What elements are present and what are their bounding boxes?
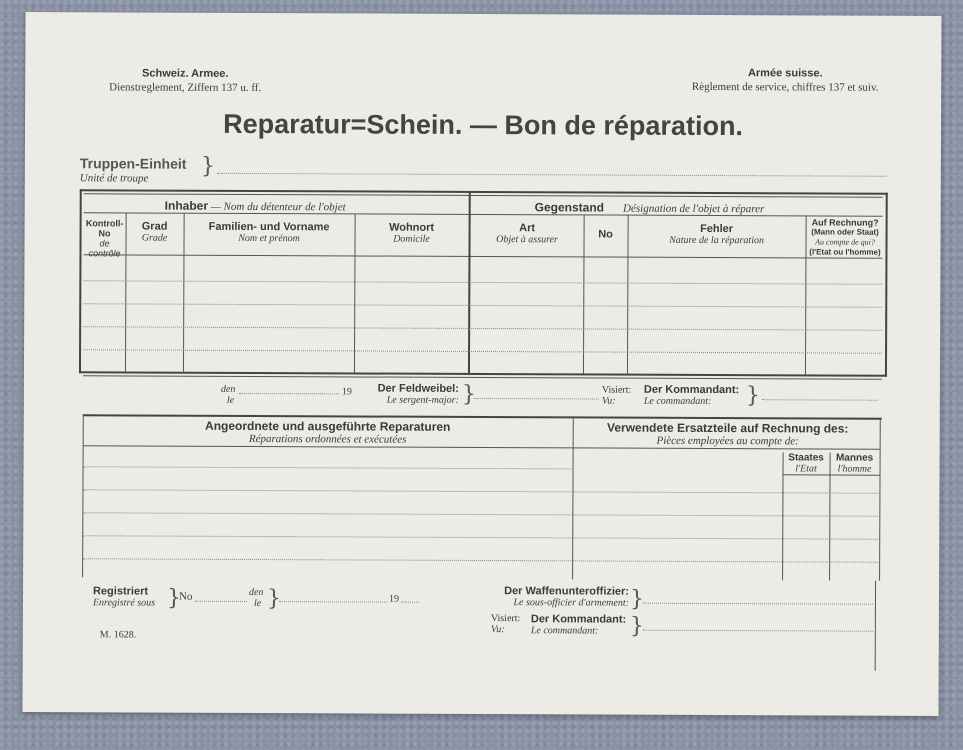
unit-brace: } [200,153,215,179]
footer-le: le [253,598,262,610]
parts-header: Verwendete Ersatzteile auf Rechnung des: Pièces employées au compte de: [606,420,849,448]
footer-kommandant-line[interactable] [643,630,873,632]
form-number: M. 1628. [99,629,137,641]
repair-form-sheet [22,12,941,716]
footer-right-edge [875,581,876,671]
header-right-line1: Armée suisse. [747,67,823,80]
unit-label-fr: Unité de troupe [79,172,149,185]
footer-den: den [248,586,264,599]
footer-no: No [178,590,193,603]
sig1-year: 19 [341,386,352,398]
footer-waffen-line[interactable] [643,603,873,605]
page-title: Reparatur=Schein. — Bon de réparation. [223,108,744,142]
footer-waffen: Der Waffenunteroffizier: Le sous-officier d'armement: [504,585,630,609]
footer-kommandant: Der Kommandant: Le commandant: [530,613,627,637]
col-header-grade: Grad Grade [141,220,168,244]
footer-date-line[interactable] [279,601,387,602]
footer-visiert: Visiert: Vu: [490,613,521,636]
footer-registered: Registriert Enregistré sous [92,585,156,609]
footer-year-line[interactable] [401,602,419,603]
col-header-state: Staates l'Etat [788,452,824,475]
header-left-line1: Schweiz. Armee. [142,67,229,80]
parts-row-line [573,491,878,493]
table2-right-header-line [573,447,880,449]
sig1-feldweibel: Der Feldweibel: Le sergent-major: [377,382,459,406]
parts-row-line [573,560,878,562]
table1-left-border [79,189,82,373]
object-group-header: Gegenstand Désignation de l'objet à réparer [534,200,765,216]
sig1-kommandant-line[interactable] [762,399,878,401]
unit-label-de: Truppen-Einheit [79,155,187,172]
repairs-row-line [83,535,571,538]
sig1-visiert: Visiert: Vu: [601,384,632,407]
col-header-name: Familien- und Vorname Nom et prénom [208,220,330,245]
repairs-header: Angeordnete und ausgeführte Reparaturen Réparations ordonnées et exécutées [205,418,451,446]
footer-year: 19 [388,593,399,605]
table1-row-line [83,280,882,284]
footer-brace-3: } [629,586,645,612]
table1-row-line [83,349,882,353]
sig1-date-line[interactable] [239,393,339,394]
header-right-line2: Règlement de service, chiffres 137 et suiv. [691,80,879,94]
col-header-account: Auf Rechnung? (Mann oder Staat) Au compte de qui? (l'Etat ou l'homme) [809,217,881,257]
sig1-le: le [226,394,235,406]
table1-header-divider [83,254,882,258]
table1-row-line [83,303,882,307]
table1-right-border [885,193,888,377]
table1-row-line [83,326,882,330]
header-left-line2: Dienstreglement, Ziffern 137 u. ff. [109,81,262,95]
col-header-defect: Fehler Nature de la réparation [669,222,765,247]
col-header-object: Art Objet à assurer [496,222,558,246]
repairs-row-line [84,466,572,469]
col-header-number: No [598,228,613,241]
footer-no-line[interactable] [195,601,247,602]
col-header-man: Mannes l'homme [835,452,874,475]
parts-row-line [573,514,878,516]
sig1-den: den [220,383,236,395]
footer-brace-2: } [266,586,282,612]
sig1-brace: } [461,381,476,407]
sig1-kommandant: Der Kommandant: Le commandant: [643,383,740,408]
col-header-domicile: Wohnort Domicile [389,221,435,245]
footer-brace-4: } [629,613,644,639]
col-header-control-no: Kontroll-No de contrôle [85,218,124,259]
parts-row-line [573,537,878,539]
repairs-row-line [83,489,571,492]
sig1-feldweibel-line[interactable] [474,398,599,400]
footer-brace-1: } [166,585,182,611]
sig1-brace-2: } [745,383,760,409]
owner-group-header: Inhaber — Nom du détenteur de l'objet [164,198,346,214]
unit-input-line[interactable] [217,173,887,177]
repairs-row-line [83,512,571,515]
repairs-row-line [83,558,571,561]
